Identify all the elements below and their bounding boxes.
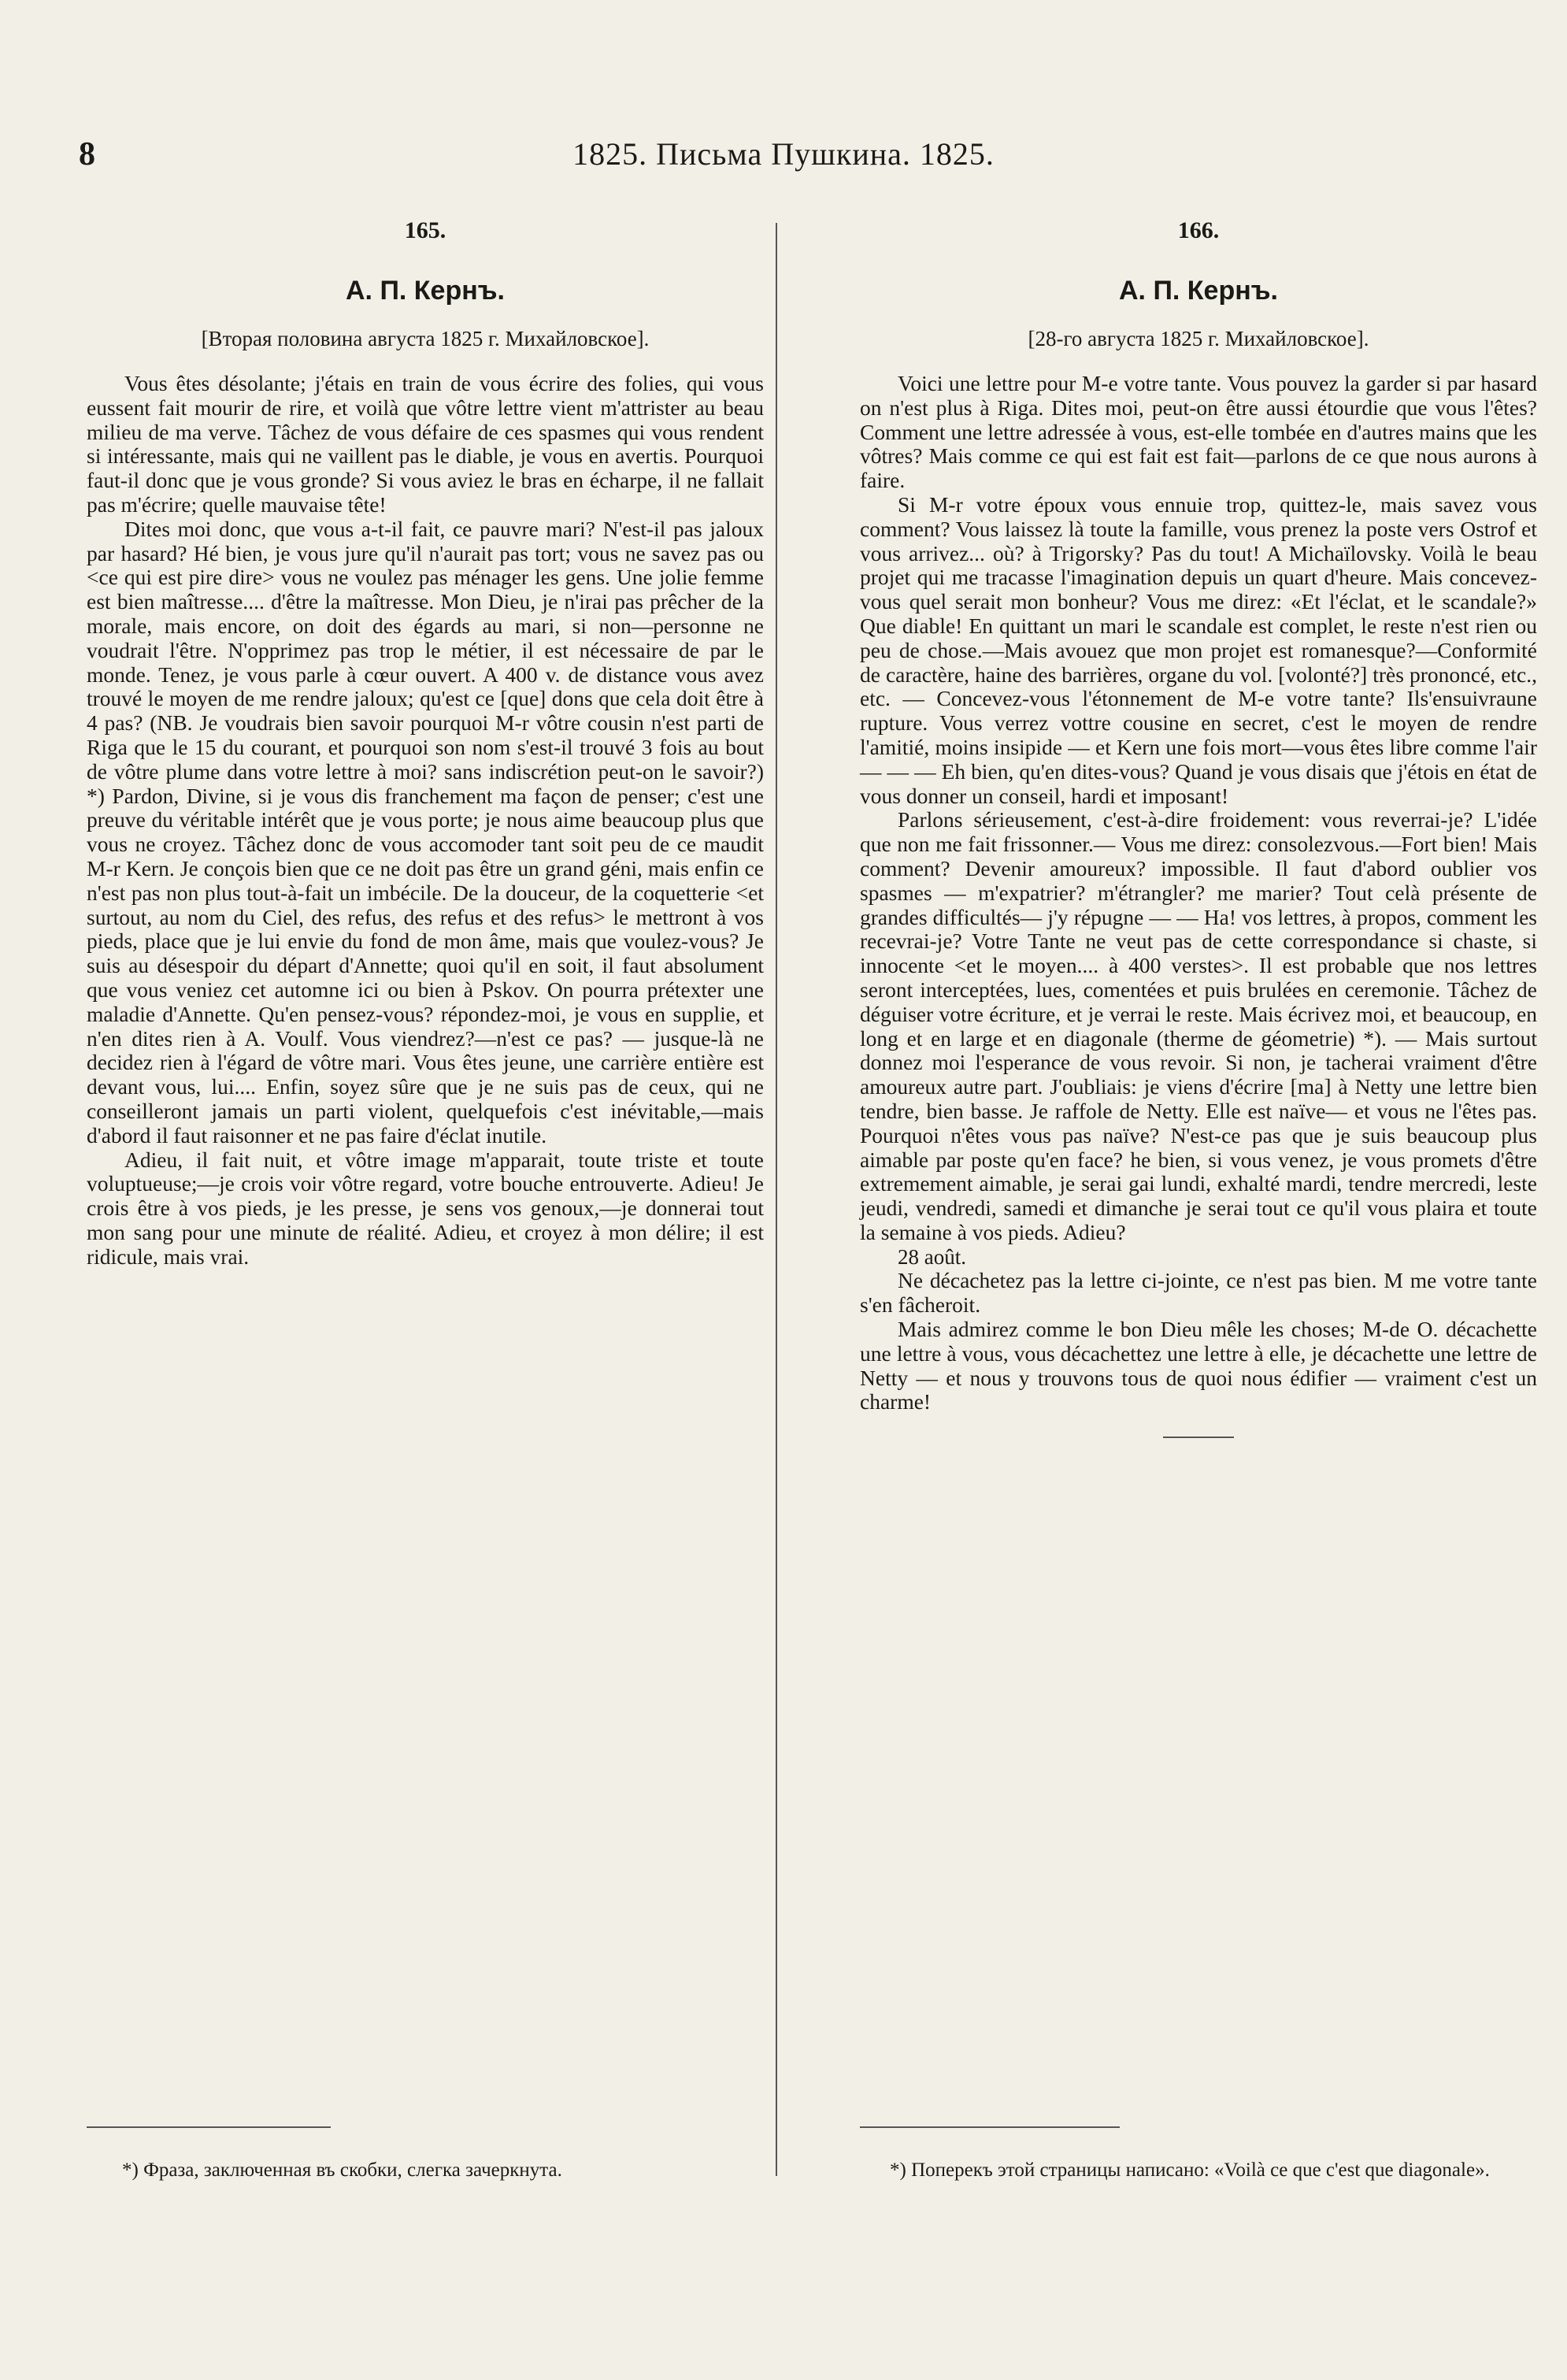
- running-title: 1825. Письма Пушкина. 1825.: [572, 136, 995, 172]
- postscript: Mais admirez comme le bon Dieu mêle les choses; M-de O. décachette une lettre à vous, vous décachettez une lettre à elle, je décachette une lettre de Netty — et nous y trouvons tous de quoi nous édifier — vraiment c'est un charme!: [860, 1317, 1537, 1414]
- footnote-165: *) Фраза, заключенная въ скобки, слегка зачеркнута.: [122, 2159, 562, 2181]
- letter-dateline: [28-го августа 1825 г. Михайловское].: [1028, 327, 1369, 350]
- footnote-rule: [860, 2126, 1120, 2128]
- letter-dateline: [Вторая половина августа 1825 г. Михайловское].: [201, 327, 650, 350]
- letter-recipient: А. П. Кернъ.: [346, 276, 505, 306]
- postscript: Ne décachetez pas la lettre ci-jointe, ce n'est pas bien. M me votre tante s'en fâcheroit.: [860, 1268, 1537, 1318]
- paragraph: Si M-r votre époux vous ennuie trop, quittez-le, mais savez vous comment? Vous laissez là toute la famille, vous prenez la poste vers Ostrof et vous arrivez... où? à Trigorsky? Pas du tout! A Michaïlovsky. Voilà le beau projet qui me tracasse l'imagination depuis un quart d'heure. Mais concevez-vous quel serait mon bonheur? Vous me direz: «Et l'éclat, et le scandale?» Que diable! En quittant un mari le scandale est complet, le reste n'est rien ou peu de chose.—Mais avouez que mon projet est romanesque?—Conformité de caractère, haine des barrières, organe du vol. [volonté?] très prononcé, etc., etc. — Concevez-vous l'étonnement de M-e votre tante? Ils'ensuivraune rupture. Vous verrez vottre cousine en secret, c'est le moyen de rendre l'amitié, moins insipide — et Kern une fois mort—vous êtes libre comme l'air — — — Eh bien, qu'en dites-vous? Quand je vous disais que j'étois en état de vous donner un conseil, hardi et imposant!: [860, 491, 1537, 808]
- footnote-rule: [87, 2126, 331, 2128]
- paragraph: Voici une lettre pour M-e votre tante. Vous pouvez la garder si par hasard on n'est plus à Riga. Dites moi, peut-on être aussi étourdie que vous l'êtes? Comment une lettre adressée à vous, est-elle tombée en d'autres mains que les vôtres? Mais comme ce qui est fait est fait—parlons de ce que nous aurons à faire.: [860, 371, 1537, 493]
- letter-body: [87, 372, 764, 1269]
- footnote-166: *) Поперекъ этой страницы написано: «Voilà ce que c'est que diagonale».: [890, 2159, 1490, 2181]
- letter-date: 28 août.: [898, 1244, 966, 1269]
- paragraph: Vous êtes désolante; j'étais en train de vous écrire des folies, qui vous eussent fait mourir de rire, et voilà que vôtre lettre vient m'attrister au beau milieu de ma verve. Tâchez de vous défaire de ces spasmes qui vous rendent si intéressante, mais qui ne vaillent pas le diable, je vous en avertis. Pourquoi faut-il donc que je vous gronde? Si vous aviez le bras en écharpe, il ne fallait pas m'écrire; quelle mauvaise tête!: [87, 371, 764, 517]
- end-rule: [1163, 1437, 1234, 1438]
- paragraph: Parlons sérieusement, c'est-à-dire froidement: vous reverrai-je? L'idée que non me fait frissonner.— Vous me direz: consolezvous.—Fort bien! Mais comment? Devenir amoureux? impossible. Il faut d'abord oublier vos spasmes — m'expatrier? m'étrangler? me marier? Tout celà présente de grandes difficultés— j'y répugne — — Ha! vos lettres, à propos, comment les recevrai-je? Votre Tante ne veut pas de cette correspondance si chaste, si innocente <et le moyen.... à 400 verstes>. Il est probable que nos lettres seront interceptées, lues, comentées et puis brulées en ceremonie. Tâchez de déguiser votre écriture, et je verrai le reste. Mais écrivez moi, et beaucoup, en long et en large et en diagonale (therme de géometrie) *). — Mais surtout donnez moi l'esperance de vous revoir. Si non, je tacherai vraiment d'être amoureux autre part. J'oubliais: je viens d'écrire [ma] à Netty une lettre bien tendre, bien basse. Je raffole de Netty. Elle est naïve— et vous ne l'êtes pas. Pourquoi n'êtes vous pas naïve? N'est-ce pas que je suis beaucoup plus aimable par poste qu'en face? he bien, si vous venez, je vous promets d'être extremement aimable, je serai gai lundi, exhalté mardi, tendre mercredi, leste jeudi, vendredi, samedi et dimanche je serai tout ce qu'il vous plaira et toute la semaine à vos pieds. Adieu?: [860, 807, 1537, 1244]
- letter-body: [860, 372, 1537, 1414]
- running-head: [47, 132, 1520, 180]
- letter-number: 165.: [404, 217, 446, 243]
- column-divider: [776, 223, 777, 2176]
- page-number: 8: [79, 136, 95, 172]
- paragraph: Adieu, il fait nuit, et vôtre image m'apparait, toute triste et toute voluptueuse;—je crois voir vôtre regard, votre bouche entrouverte. Adieu! Je crois être à vos pieds, je les presse, je sens vos genoux,—je donnerai tout mon sang pour une minute de réalité. Adieu, et croyez à mon délire; il est ridicule, mais vrai.: [87, 1147, 764, 1269]
- letter-number: 166.: [1177, 217, 1220, 243]
- letter-165: [87, 213, 764, 1269]
- letter-recipient: А. П. Кернъ.: [1119, 276, 1278, 306]
- letter-166: [860, 213, 1537, 1438]
- paragraph: Dites moi donc, que vous a-t-il fait, ce pauvre mari? N'est-il pas jaloux par hasard? Hé bien, je vous jure qu'il n'aurait pas tort; vous ne savez pas ou <ce qui est pire dire> vous ne voulez pas ménager les gens. Une jolie femme est bien maîtresse.... d'être la maîtresse. Mon Dieu, je n'irai pas prêcher de la morale, mais encore, on doit des égards au mari, si non—personne ne voudrait l'être. N'opprimez pas trop le métier, il est nécessaire de par le monde. Tenez, je vous parle à cœur ouvert. A 400 v. de distance vous avez trouvé le moyen de me rendre jaloux; qu'est ce [que] dons que cela doit être à 4 pas? (NB. Je voudrais bien savoir pourquoi M-r vôtre cousin n'est parti de Riga que le 15 du courant, et pourquoi son nom s'est-il trouvé 3 fois au bout de vôtre plume dans votre lettre à moi? sans indiscrétion peut-on le savoir?) *) Pardon, Divine, si je vous dis franchement ma façon de penser; c'est une preuve du véritable intérêt que je vous porte; je nous aime beaucoup plus que vous ne croyez. Tâchez donc de vous accomoder tant soit peu de ce maudit M-r Kern. Je conçois bien que ce ne doit pas être un grand géni, mais enfin ce n'est pas non plus tout-à-fait un imbécile. De la douceur, de la coquetterie <et surtout, au nom du Ciel, des refus, des refus et des refus> le mettront à vos pieds, place que je lui envie du fond de mon âme, mais que voulez-vous? Je suis au désespoir du départ d'Annette; quoi qu'il en soit, il faut absolument que vous veniez cet automne ici ou bien à Pskov. On pourra prétexter une maladie d'Annette. Qu'en pensez-vous? répondez-moi, je vous en supplie, et n'en dites rien à A. Voulf. Vous viendrez?—n'est ce pas? — jusque-là ne decidez rien à l'égard de vôtre mari. Vous êtes jeune, une carrière entière est devant vous, lui.... Enfin, soyez sûre que je ne suis pas de ceux, qui ne conseilleront jamais un parti violent, quelquefois c'est inévitable,—mais d'abord il faut raisonner et ne pas faire d'éclat inutile.: [87, 516, 764, 1147]
